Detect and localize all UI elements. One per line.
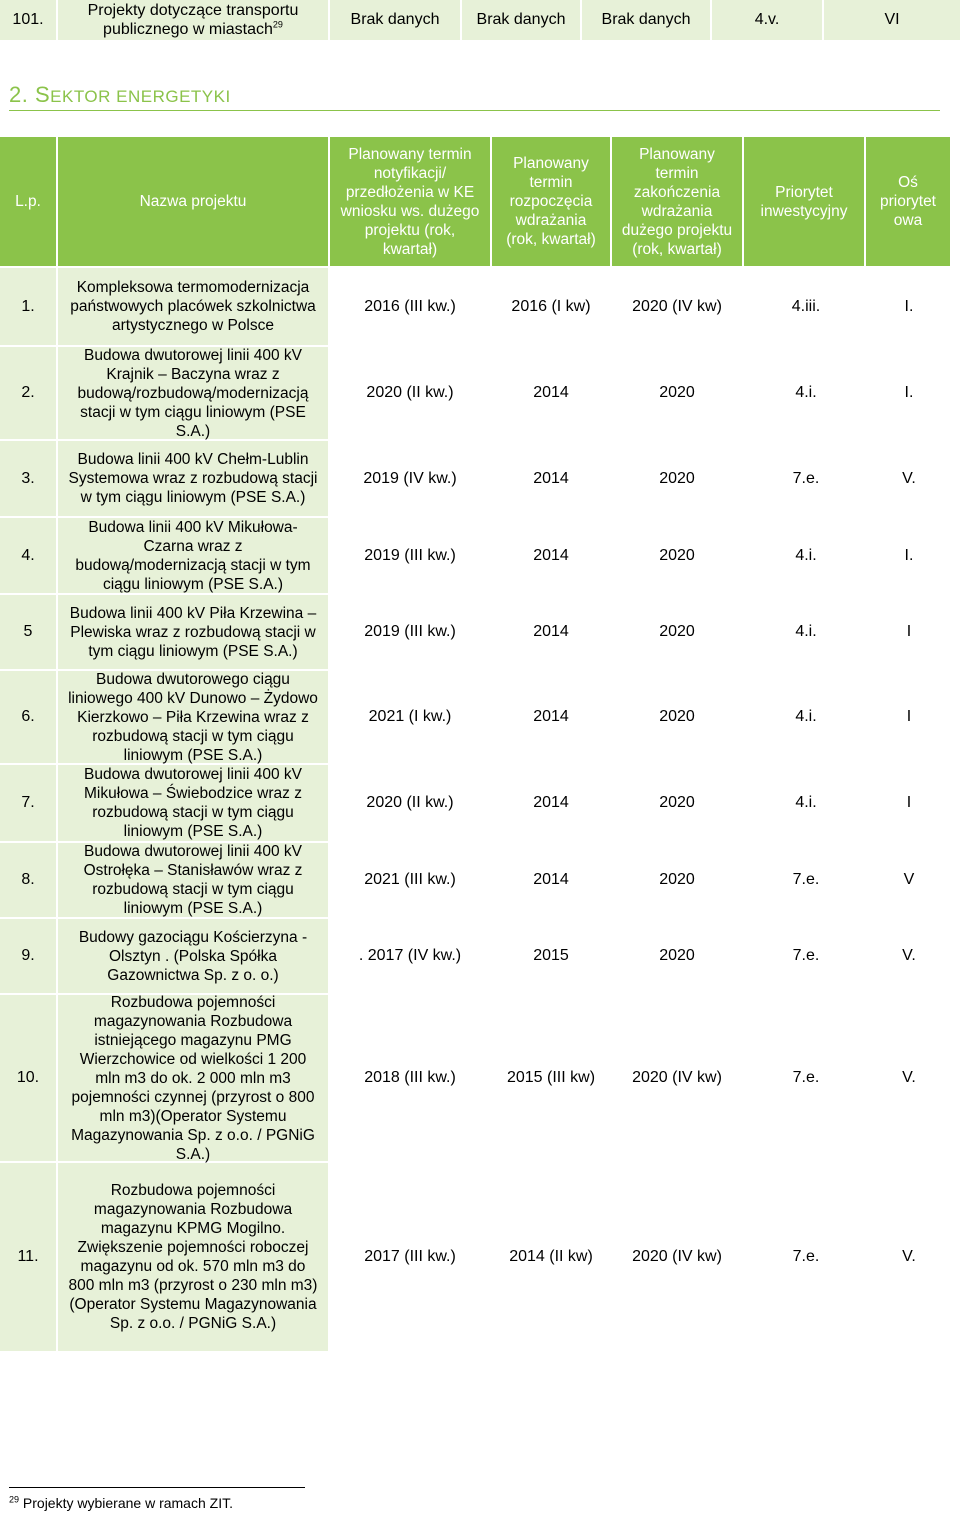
cell-priority-text: 7.e.	[792, 947, 820, 964]
footnote-divider	[9, 1487, 305, 1488]
cell-notification-text: . 2017 (IV kw.)	[358, 947, 462, 964]
cell-lp-text: 10.	[16, 1069, 40, 1086]
cell-notification-text: 2021 (III kw.)	[364, 871, 456, 888]
cell-axis	[868, 347, 950, 439]
cell-end	[612, 268, 742, 345]
cell-start	[492, 1163, 610, 1351]
cell-end-text: 2020	[659, 546, 695, 564]
cell-start	[492, 765, 610, 841]
cell-lp	[0, 1163, 56, 1351]
cell-axis-text: I	[906, 708, 912, 725]
cell-notification	[330, 595, 490, 669]
row-start: Brak danych	[462, 0, 580, 40]
cell-axis	[868, 595, 950, 669]
cell-notification-text: 2020 (II kw.)	[366, 794, 454, 811]
cell-start-text: 2014	[533, 708, 569, 725]
cell-start	[492, 919, 610, 993]
cell-axis	[868, 919, 950, 993]
cell-axis-text: V.	[902, 469, 916, 487]
cell-name-text: Budowa linii 400 kV Mikułowa-Czarna wraz z budową/modernizacją stacji w tym ciągu liniowym (PSE S.A.)	[75, 518, 311, 593]
table-row	[0, 995, 960, 1161]
cell-lp	[0, 671, 56, 763]
cell-name	[58, 1163, 328, 1351]
cell-start-text: 2014	[533, 384, 569, 401]
cell-lp-text: 4.	[21, 546, 35, 564]
table-row	[0, 671, 960, 763]
cell-start-text: 2015 (III kw)	[506, 1069, 596, 1086]
cell-notification	[330, 995, 490, 1161]
cell-priority-text: 4.i.	[795, 384, 817, 401]
cell-end-text: 2020 (IV kw)	[632, 1248, 722, 1265]
cell-axis-text: I	[906, 623, 912, 640]
cell-start-text: 2016 (I kw)	[511, 297, 591, 315]
cell-end	[612, 347, 742, 439]
row-name-text: Projekty dotyczące transportu publicznego w miastach	[87, 2, 299, 38]
table-row-101	[0, 0, 960, 40]
cell-name-text: Budowa linii 400 kV Piła Krzewina – Plewiska wraz z rozbudową stacji w tym ciągu liniowym (PSE S.A.)	[69, 604, 317, 660]
cell-priority-text: 7.e.	[792, 1069, 820, 1086]
cell-priority-text: 4.i.	[795, 546, 817, 564]
cell-start-text: 2015	[533, 947, 569, 964]
cell-end	[612, 441, 742, 516]
cell-priority	[744, 1163, 868, 1351]
cell-priority	[744, 518, 868, 593]
footnote-ref[interactable]: 29	[272, 19, 283, 30]
cell-end-text: 2020	[659, 871, 695, 888]
cell-priority-text: 7.e.	[792, 871, 820, 888]
cell-start	[492, 268, 610, 345]
table-row	[0, 347, 960, 439]
cell-axis	[868, 441, 950, 516]
cell-axis-text: I.	[904, 384, 914, 401]
cell-axis-text: I	[906, 794, 912, 811]
cell-lp-text: 2.	[21, 384, 35, 401]
cell-notification-text: 2019 (III kw.)	[364, 623, 456, 640]
cell-name-text: Rozbudowa pojemności magazynowania Rozbudowa magazynu KPMG Mogilno. Zwiększenie pojemności roboczej magazynu od ok. 570 mln m3 do 800 mln m3 (przyrost o 230 mln m3) (Operator Systemu Magazynowania Sp. z o.o. / PGNiG S.A.)	[68, 1182, 318, 1332]
cell-name	[58, 995, 328, 1161]
table-row	[0, 765, 960, 841]
header-axis: Oś priorytet owa	[866, 137, 950, 266]
cell-priority-text: 4.i.	[795, 708, 817, 725]
cell-start	[492, 843, 610, 917]
cell-lp	[0, 595, 56, 669]
cell-name	[58, 595, 328, 669]
cell-axis	[868, 671, 950, 763]
cell-name-text: Budowa dwutorowej linii 400 kV Mikułowa – Świebodzice wraz z rozbudową stacji w tym ciągu liniowym (PSE S.A.)	[84, 766, 302, 840]
cell-priority	[744, 268, 868, 345]
cell-start-text: 2014	[533, 546, 569, 564]
cell-priority	[744, 347, 868, 439]
cell-end	[612, 595, 742, 669]
row-priority: 4.v.	[712, 0, 822, 40]
cell-lp	[0, 919, 56, 993]
cell-notification	[330, 765, 490, 841]
cell-lp-text: 11.	[17, 1248, 39, 1265]
cell-name	[58, 765, 328, 841]
cell-notification	[330, 347, 490, 439]
header-lp: L.p.	[0, 137, 56, 266]
cell-notification	[330, 268, 490, 345]
cell-priority-text: 7.e.	[792, 1248, 820, 1265]
section-divider	[9, 110, 940, 111]
cell-lp	[0, 347, 56, 439]
cell-end-text: 2020	[659, 794, 695, 811]
cell-notification	[330, 441, 490, 516]
cell-end	[612, 919, 742, 993]
cell-priority-text: 7.e.	[792, 469, 820, 487]
cell-start	[492, 347, 610, 439]
cell-axis-text: I.	[904, 546, 914, 564]
cell-notification	[330, 518, 490, 593]
cell-priority	[744, 919, 868, 993]
cell-axis	[868, 843, 950, 917]
cell-notification-text: 2021 (I kw.)	[368, 708, 452, 725]
cell-notification	[330, 843, 490, 917]
cell-end-text: 2020	[659, 469, 695, 487]
cell-start-text: 2014 (II kw)	[509, 1248, 593, 1265]
cell-lp	[0, 765, 56, 841]
cell-priority-text: 4.i.	[795, 794, 817, 811]
header-end: Planowany termin zakończenia wdrażania dużego projektu (rok, kwartał)	[612, 137, 742, 266]
cell-lp	[0, 268, 56, 345]
cell-axis	[868, 995, 950, 1161]
cell-lp	[0, 518, 56, 593]
cell-axis-text: V.	[902, 1069, 916, 1086]
cell-priority	[744, 995, 868, 1161]
cell-start	[492, 671, 610, 763]
cell-priority-text: 4.iii.	[791, 297, 821, 315]
cell-name	[58, 671, 328, 763]
row-lp: 101.	[0, 0, 56, 40]
cell-end-text: 2020	[659, 384, 695, 401]
cell-end-text: 2020 (IV kw)	[632, 1069, 722, 1086]
table-row	[0, 595, 960, 669]
cell-axis	[868, 268, 950, 345]
header-priority: Priorytet inwestycyjny	[744, 137, 864, 266]
cell-axis-text: V.	[902, 1248, 916, 1265]
cell-start	[492, 595, 610, 669]
cell-name	[58, 268, 328, 345]
cell-name	[58, 919, 328, 993]
cell-priority	[744, 843, 868, 917]
cell-priority	[744, 595, 868, 669]
row-end: Brak danych	[582, 0, 710, 40]
header-start: Planowany termin rozpoczęcia wdrażania (rok, kwartał)	[492, 137, 610, 266]
cell-end	[612, 995, 742, 1161]
cell-name-text: Budowy gazociągu Kościerzyna - Olsztyn . (Polska Spółka Gazownictwa Sp. z o. o.)	[78, 928, 308, 984]
table-row	[0, 268, 960, 345]
cell-name	[58, 518, 328, 593]
cell-axis-text: I.	[904, 297, 914, 315]
cell-end-text: 2020	[659, 947, 695, 964]
cell-start-text: 2014	[533, 794, 569, 811]
cell-notification	[330, 1163, 490, 1351]
cell-lp	[0, 995, 56, 1161]
cell-notification-text: 2019 (III kw.)	[364, 546, 456, 564]
cell-priority-text: 4.i.	[795, 623, 817, 640]
cell-lp-text: 5	[23, 623, 33, 640]
cell-notification	[330, 919, 490, 993]
cell-name	[58, 347, 328, 439]
cell-lp	[0, 843, 56, 917]
cell-start-text: 2014	[533, 623, 569, 640]
cell-axis-text: V	[903, 871, 915, 888]
cell-end	[612, 671, 742, 763]
row-axis: VI	[824, 0, 960, 40]
cell-notification-text: 2018 (III kw.)	[364, 1069, 456, 1086]
cell-start	[492, 995, 610, 1161]
row-notification: Brak danych	[330, 0, 460, 40]
cell-priority	[744, 765, 868, 841]
cell-axis-text: V.	[902, 947, 916, 964]
header-name: Nazwa projektu	[58, 137, 328, 266]
table-row	[0, 919, 960, 993]
table-row	[0, 843, 960, 917]
cell-start	[492, 441, 610, 516]
cell-end-text: 2020	[659, 623, 695, 640]
cell-lp-text: 8.	[21, 871, 35, 888]
cell-notification-text: 2020 (II kw.)	[366, 384, 454, 401]
row-name	[58, 0, 328, 40]
cell-axis	[868, 518, 950, 593]
cell-notification	[330, 671, 490, 763]
cell-end	[612, 1163, 742, 1351]
table-row	[0, 518, 960, 593]
cell-start-text: 2014	[533, 871, 569, 888]
cell-notification-text: 2016 (III kw.)	[364, 297, 456, 315]
cell-name-text: Budowa dwutorowego ciągu liniowego 400 kV Dunowo – Żydowo Kierzkowo – Piła Krzewina wraz z rozbudową stacji w tym ciągu liniowym (PSE S.A.)	[68, 670, 318, 764]
cell-start	[492, 518, 610, 593]
cell-name	[58, 843, 328, 917]
cell-end	[612, 843, 742, 917]
cell-name-text: Rozbudowa pojemności magazynowania Rozbudowa istniejącego magazynu PMG Wierzchowice od wielkości 1 200 mln m3 do ok. 2 000 mln m3 pojemności czynnej (przyrost o 800 mln m3)(Operator Systemu Magazynowania Sp. z o.o. / PGNiG S.A.)	[71, 993, 315, 1163]
cell-lp-text: 1.	[21, 297, 35, 315]
footnote: $^{29}$ Projekty wybierane w ramach ZIT.	[9, 1494, 233, 1511]
cell-notification-text: 2019 (IV kw.)	[363, 469, 457, 487]
cell-notification-text: 2017 (III kw.)	[364, 1248, 456, 1265]
cell-lp-text: 9.	[21, 947, 35, 964]
cell-name-text: Kompleksowa termomodernizacja państwowych placówek szkolnictwa artystycznego w Polsce	[70, 279, 316, 334]
cell-end	[612, 765, 742, 841]
cell-name-text: Budowa dwutorowej linii 400 kV Krajnik – Baczyna wraz z budową/rozbudową/modernizacją stacji w tym ciągu liniowym (PSE S.A.)	[77, 346, 309, 440]
cell-end-text: 2020 (IV kw)	[632, 297, 722, 315]
cell-priority	[744, 671, 868, 763]
cell-name-text: Budowa dwutorowej linii 400 kV Ostrołęka – Stanisławów wraz z rozbudową stacji w tym ciągu liniowym (PSE S.A.)	[83, 843, 303, 917]
cell-lp-text: 6.	[21, 708, 35, 725]
header-notification: Planowany termin notyfikacji/ przedłożenia w KE wniosku ws. dużego projektu (rok, kwartał)	[330, 137, 490, 266]
cell-end-text: 2020	[659, 708, 695, 725]
cell-lp	[0, 441, 56, 516]
cell-end	[612, 518, 742, 593]
cell-axis	[868, 1163, 950, 1351]
table-row	[0, 441, 960, 516]
section-title: 2. SEKTOR ENERGETYKI	[9, 82, 231, 107]
cell-lp-text: 7.	[21, 794, 35, 811]
cell-lp-text: 3.	[21, 469, 35, 487]
cell-axis	[868, 765, 950, 841]
cell-name	[58, 441, 328, 516]
cell-start-text: 2014	[533, 469, 569, 487]
table-row	[0, 1163, 960, 1351]
cell-priority	[744, 441, 868, 516]
cell-name-text: Budowa linii 400 kV Chełm-Lublin Systemowa wraz z rozbudową stacji w tym ciągu liniowym (PSE S.A.)	[68, 451, 318, 506]
